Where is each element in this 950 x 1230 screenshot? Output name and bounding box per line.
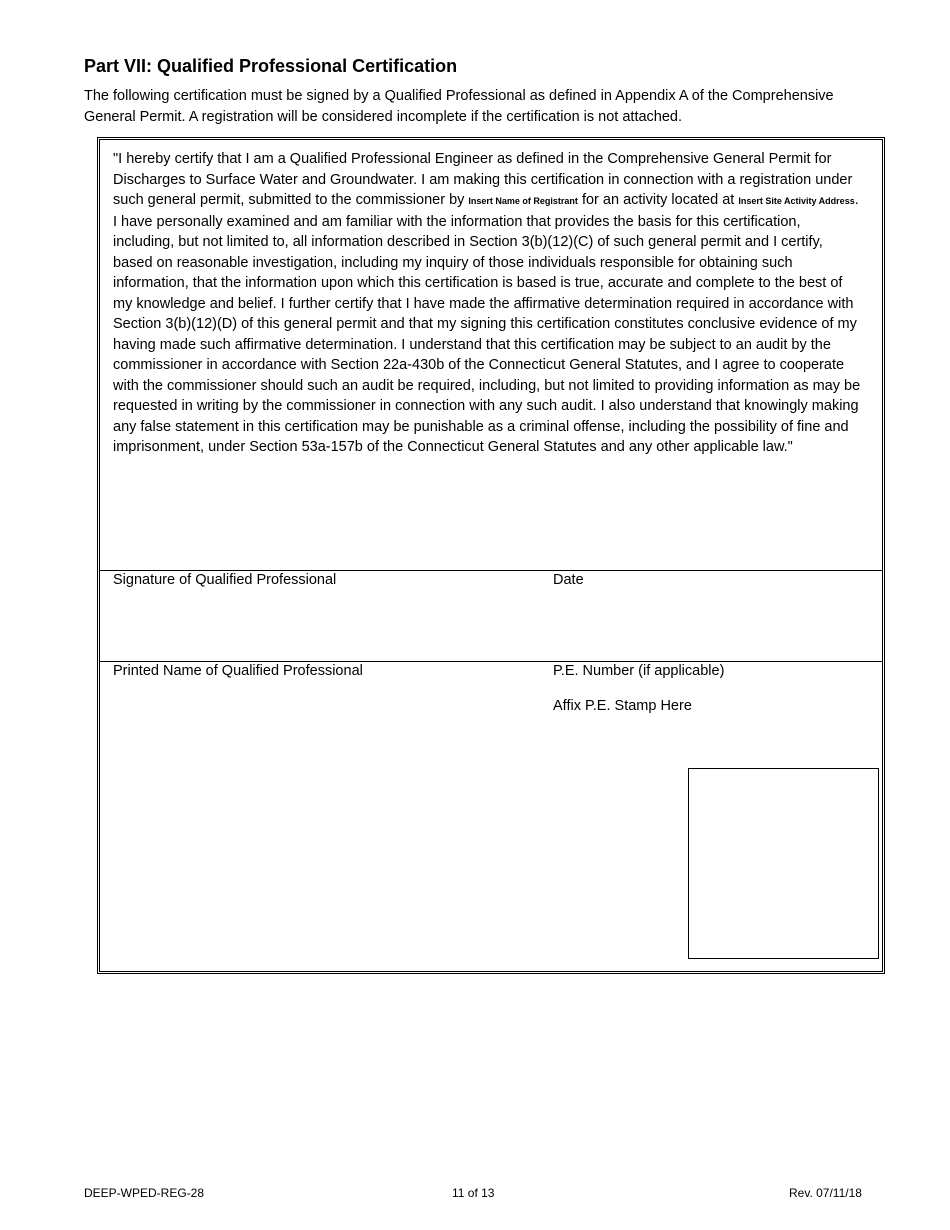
pe-number-label: P.E. Number (if applicable) [553,663,725,679]
form-id: DEEP-WPED-REG-28 [84,1186,205,1200]
statement-text-1: "I hereby certify that I am a Qualified Professional Engineer as defined in the Comprehensive General Permit for Discharges to Surface Water and Groundwater. I am making this certification in connection with a registration under such general permit, submitted to the commissioner by [113,151,853,208]
printed-name-field[interactable] [100,685,540,745]
site-address-field[interactable]: Insert Site Activity Address [738,196,855,206]
signature-field[interactable] [100,592,540,660]
section-title: Part VII: Qualified Professional Certification [84,56,458,76]
registrant-name-field[interactable]: Insert Name of Registrant [468,196,578,206]
date-label: Date [553,572,584,588]
certification-box [97,137,885,974]
statement-text-2: for an activity located at [577,192,739,208]
signature-label: Signature of Qualified Professional [113,572,337,588]
revision-date: Rev. 07/11/18 [789,1186,862,1200]
certification-statement [113,149,865,458]
page-number: 11 of 13 [452,1186,495,1200]
date-field[interactable] [540,592,882,660]
printed-name-label: Printed Name of Qualified Professional [113,663,363,679]
signature-divider [100,570,882,571]
pe-stamp-box [688,768,879,959]
statement-text-3: . I have personally examined and am familiar with the information that provides the basis for this certification, including, but not limited to, all information described in Section 3(b)(12)(C) of such general permit and I certify, based on reasonable investigation, including my inquiry of those individuals responsible for obtaining such information, that the information upon which this certification is based is true, accurate and complete to the best of my knowledge and belief. I further certify that I have made the affirmative determination required in accordance with Section 3(b)(12)(D) of this general permit and that my signing this certification constitutes conclusive evidence of my having made such affirmative determination. I understand that this certification may be subject to an audit by the commissioner in accordance with Section 22a-430b of the Connecticut General Statutes, and I agree to cooperate with the commissioner should such an audit be required, including, but not limited to providing information as may be requested in writing by the commissioner in connection with any such audit. I also understand that knowingly making any false statement in this certification may be punishable as a criminal offense, including the possibility of fine and imprisonment, under Section 53a-157b of the Connecticut General Statutes and any other applicable law." [113,192,861,455]
printed-name-divider [100,661,882,662]
section-intro: The following certification must be signed by a Qualified Professional as defined in Appendix A of the Comprehensive General Permit. A registration will be considered incomplete if the certification is not attached. [84,88,834,125]
stamp-label: Affix P.E. Stamp Here [553,698,692,714]
